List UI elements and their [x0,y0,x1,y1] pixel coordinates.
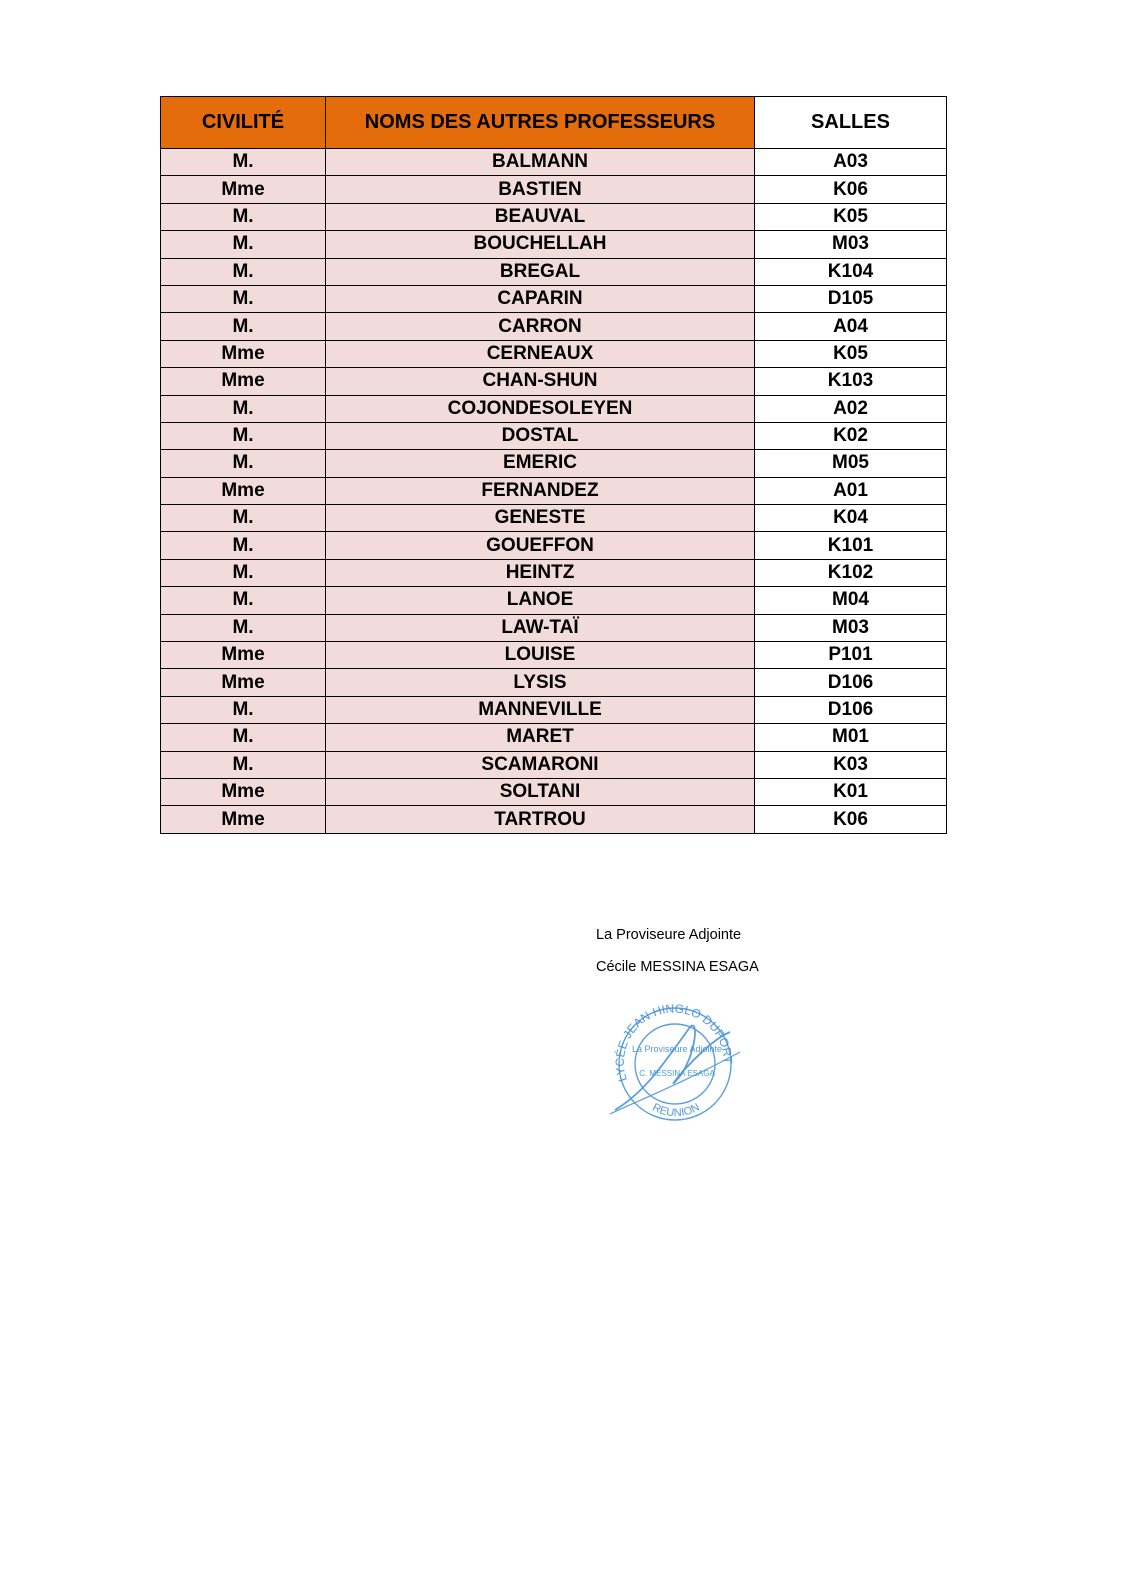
cell-room: D105 [755,285,947,312]
cell-civility: M. [161,450,326,477]
table-row [161,587,947,614]
cell-civility: M. [161,559,326,586]
cell-room: K06 [755,806,947,833]
table-row [161,422,947,449]
cell-room: M05 [755,450,947,477]
cell-room: A04 [755,313,947,340]
table-row [161,642,947,669]
cell-civility: M. [161,505,326,532]
cell-civility: M. [161,285,326,312]
table-row [161,203,947,230]
table-row [161,340,947,367]
signature-block [596,925,759,989]
cell-name: HEINTZ [326,559,755,586]
table-row [161,751,947,778]
cell-room: K01 [755,778,947,805]
cell-name: BASTIEN [326,176,755,203]
cell-name: SOLTANI [326,778,755,805]
table-row [161,258,947,285]
cell-name: EMERIC [326,450,755,477]
cell-room: K101 [755,532,947,559]
table-body [161,149,947,834]
cell-name: CAPARIN [326,285,755,312]
cell-civility: M. [161,724,326,751]
cell-name: GENESTE [326,505,755,532]
cell-name: TARTROU [326,806,755,833]
cell-name: GOUEFFON [326,532,755,559]
table-row [161,368,947,395]
cell-name: CHAN-SHUN [326,368,755,395]
cell-name: BREGAL [326,258,755,285]
cell-civility: M. [161,313,326,340]
cell-civility: M. [161,422,326,449]
cell-name: CERNEAUX [326,340,755,367]
table-row [161,724,947,751]
cell-civility: M. [161,751,326,778]
cell-room: A02 [755,395,947,422]
table-row [161,696,947,723]
header-rooms: SALLES [755,97,947,149]
cell-name: DOSTAL [326,422,755,449]
cell-room: K03 [755,751,947,778]
cell-room: K02 [755,422,947,449]
table-header-row [161,97,947,149]
stamp-bottom-text: REUNION [650,1101,702,1120]
table-row [161,778,947,805]
cell-room: M03 [755,614,947,641]
cell-room: K103 [755,368,947,395]
cell-civility: M. [161,696,326,723]
table-row [161,532,947,559]
cell-room: P101 [755,642,947,669]
header-names: NOMS DES AUTRES PROFESSEURS [326,97,755,149]
cell-civility: M. [161,149,326,176]
cell-civility: M. [161,532,326,559]
cell-civility: M. [161,231,326,258]
stamp-inner-role: La Proviseure Adjointe [631,1044,723,1054]
table-row [161,559,947,586]
cell-room: M03 [755,231,947,258]
cell-civility: M. [161,587,326,614]
cell-room: A01 [755,477,947,504]
cell-room: M04 [755,587,947,614]
cell-civility: Mme [161,176,326,203]
table-row [161,231,947,258]
table-row [161,614,947,641]
stamp-inner-name: C. MESSINA ESAGA [639,1069,715,1078]
signature-role: La Proviseure Adjointe [596,927,742,943]
table-row [161,477,947,504]
cell-civility: Mme [161,477,326,504]
cell-civility: M. [161,258,326,285]
table-row [161,505,947,532]
table-row [161,395,947,422]
signature-name: Cécile MESSINA ESAGA [596,959,759,975]
table-row [161,450,947,477]
cell-room: K104 [755,258,947,285]
table-row [161,313,947,340]
cell-room: M01 [755,724,947,751]
cell-name: FERNANDEZ [326,477,755,504]
cell-civility: M. [161,203,326,230]
cell-name: LAW-TAÏ [326,614,755,641]
cell-room: A03 [755,149,947,176]
cell-civility: M. [161,614,326,641]
cell-room: D106 [755,669,947,696]
stamp-outer-text: LYCÉE JEAN HINGLO DUPORT [612,1002,735,1084]
cell-name: BALMANN [326,149,755,176]
cell-name: CARRON [326,313,755,340]
table-row [161,806,947,833]
cell-civility: M. [161,395,326,422]
cell-civility: Mme [161,806,326,833]
table-row [161,285,947,312]
header-civility: CIVILITÉ [161,97,326,149]
table-row [161,176,947,203]
cell-name: BOUCHELLAH [326,231,755,258]
cell-name: MARET [326,724,755,751]
cell-name: LANOE [326,587,755,614]
cell-name: SCAMARONI [326,751,755,778]
cell-room: K05 [755,340,947,367]
cell-room: D106 [755,696,947,723]
teachers-rooms-table [160,96,947,834]
cell-room: K102 [755,559,947,586]
cell-name: LYSIS [326,669,755,696]
cell-room: K05 [755,203,947,230]
cell-civility: Mme [161,642,326,669]
cell-room: K06 [755,176,947,203]
cell-name: COJONDESOLEYEN [326,395,755,422]
cell-civility: Mme [161,368,326,395]
table-row [161,669,947,696]
cell-name: LOUISE [326,642,755,669]
cell-civility: Mme [161,340,326,367]
table-row [161,149,947,176]
school-stamp-icon [605,1002,745,1132]
cell-name: MANNEVILLE [326,696,755,723]
cell-name: BEAUVAL [326,203,755,230]
cell-civility: Mme [161,669,326,696]
cell-room: K04 [755,505,947,532]
cell-civility: Mme [161,778,326,805]
